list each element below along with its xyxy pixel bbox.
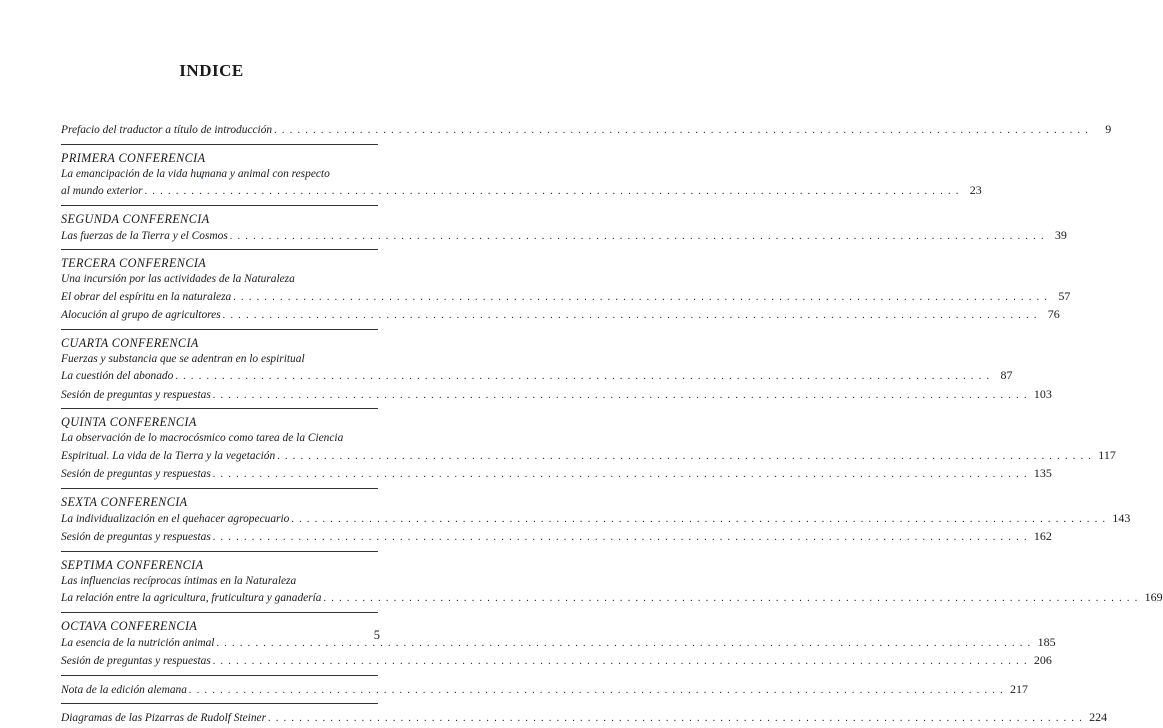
toc-entry-text: Sesión de preguntas y respuestas <box>61 388 211 401</box>
conference-section-1 <box>61 150 982 201</box>
toc-page-number: 103 <box>1033 386 1052 401</box>
toc-entry[interactable] <box>61 182 982 201</box>
dot-leader <box>228 229 1051 246</box>
toc-entry[interactable] <box>61 367 1013 386</box>
toc-entry-text: Nota de la edición alemana <box>61 683 187 696</box>
conference-heading: QUINTA CONFERENCIA <box>61 415 197 429</box>
toc-entry-text: Espiritual. La vida de la Tierra y la vegetación <box>61 449 276 462</box>
toc-entry[interactable] <box>61 465 1052 484</box>
conference-section-5 <box>61 414 1116 484</box>
section-divider <box>61 408 378 409</box>
toc-entry-text: Sesión de preguntas y respuestas <box>61 531 211 543</box>
toc-entry[interactable] <box>61 510 1131 529</box>
toc-entry-diagramas[interactable] <box>61 709 1108 728</box>
toc-entry[interactable] <box>61 447 1116 466</box>
section-divider <box>61 703 378 704</box>
dot-leader <box>221 308 1044 325</box>
toc-page-number: 224 <box>1089 710 1108 724</box>
dot-leader <box>231 290 1054 307</box>
toc-entry[interactable] <box>61 528 1052 547</box>
page-number: 5 <box>373 628 380 642</box>
toc-page-number: 162 <box>1033 529 1052 543</box>
dot-leader <box>211 530 1034 547</box>
toc-page-number: 169 <box>1144 590 1163 604</box>
toc-entry-text: Alocución al grupo de agricultores <box>61 309 221 321</box>
toc-entry[interactable] <box>61 634 1056 653</box>
toc-entry-text: Sesión de preguntas y respuestas <box>61 468 211 480</box>
toc-entry[interactable] <box>61 306 1060 325</box>
conference-section-2 <box>61 211 1067 246</box>
conference-section-8 <box>61 618 1056 671</box>
dot-leader <box>173 369 996 386</box>
conference-section-7 <box>61 557 1163 608</box>
dot-leader <box>322 591 1145 608</box>
section-divider <box>61 329 378 330</box>
conference-heading: CUARTA CONFERENCIA <box>61 335 199 350</box>
toc-entry-text: al mundo exterior <box>61 185 143 197</box>
toc-entry-text: Las fuerzas de la Tierra y el Cosmos <box>61 229 228 242</box>
toc-subtitle-line: Fuerzas y substancia que se adentran en lo espiritual <box>61 352 305 365</box>
conference-heading: TERCERA CONFERENCIA <box>61 256 207 270</box>
toc-entry[interactable] <box>61 652 1052 671</box>
toc-entry-text: El obrar del espíritu en la naturaleza <box>61 290 232 303</box>
section-divider <box>61 144 378 145</box>
section-divider <box>61 488 378 489</box>
dot-leader <box>187 683 1010 700</box>
toc-page-number: 217 <box>1010 681 1029 696</box>
dot-leader <box>143 184 966 201</box>
conference-section-4 <box>61 335 1052 405</box>
toc-page-number: 76 <box>1047 307 1060 321</box>
toc-subtitle-line: La observación de lo macrocósmico como tarea de la Ciencia <box>61 432 344 444</box>
toc-page-number: 143 <box>1112 510 1131 525</box>
toc-page-number: 87 <box>1000 368 1013 382</box>
toc-page-number: 185 <box>1037 634 1056 649</box>
section-divider <box>61 205 378 206</box>
section-divider <box>61 612 378 613</box>
conference-section-3 <box>61 255 1071 325</box>
dot-leader <box>211 467 1034 484</box>
conference-heading: SEXTA CONFERENCIA <box>61 494 188 509</box>
dot-leader <box>214 636 1037 653</box>
dot-leader <box>272 123 1095 140</box>
toc-subtitle-line: La emancipación de la vida humana y animal con respecto <box>61 167 330 180</box>
section-divider <box>61 551 378 552</box>
table-of-contents <box>61 121 1163 728</box>
toc-entry-prefacio[interactable] <box>61 121 1112 140</box>
dot-leader <box>275 449 1098 466</box>
toc-entry-text: La individualización en el quehacer agropecuario <box>61 512 290 525</box>
toc-page-number: 135 <box>1033 466 1052 480</box>
toc-entry[interactable] <box>61 227 1067 246</box>
toc-entry-text: Sesión de preguntas y respuestas <box>61 655 211 667</box>
toc-subtitle-line: Una incursión por las actividades de la Naturaleza <box>61 273 295 285</box>
toc-entry-text: La cuestión del abonado <box>61 370 174 382</box>
toc-entry[interactable] <box>61 589 1163 608</box>
conference-heading: SEPTIMA CONFERENCIA <box>61 557 204 572</box>
toc-page-number: 57 <box>1058 288 1071 303</box>
toc-entry-text: Prefacio del traductor a título de introducción <box>61 124 273 136</box>
toc-subtitle-line: Las influencias recíprocas íntimas en la Naturaleza <box>61 574 297 587</box>
toc-entry-text: Diagramas de las Pizarras de Rudolf Steiner <box>61 712 267 724</box>
section-divider <box>61 675 378 676</box>
dot-leader <box>289 512 1112 529</box>
toc-entry[interactable] <box>61 288 1071 307</box>
toc-entry-text: La relación entre la agricultura, fruticultura y ganadería <box>61 592 322 604</box>
dot-leader <box>211 654 1034 671</box>
dot-leader <box>266 711 1089 728</box>
toc-page-number: 23 <box>969 183 982 197</box>
toc-entry[interactable] <box>61 386 1052 405</box>
toc-page-number: 9 <box>1105 122 1112 136</box>
conference-heading: OCTAVA CONFERENCIA <box>61 618 198 633</box>
toc-entry-text: La esencia de la nutrición animal <box>61 636 215 649</box>
dot-leader <box>211 388 1034 405</box>
section-divider <box>61 249 378 250</box>
toc-page-number: 117 <box>1098 447 1116 462</box>
toc-page-number: 206 <box>1033 653 1052 667</box>
conference-heading: PRIMERA CONFERENCIA <box>61 150 206 165</box>
toc-page-number: 39 <box>1054 227 1067 242</box>
toc-entry-nota[interactable] <box>61 681 1029 700</box>
conference-heading: SEGUNDA CONFERENCIA <box>61 211 210 226</box>
page-title: INDICE <box>179 61 244 80</box>
conference-section-6 <box>61 494 1131 547</box>
